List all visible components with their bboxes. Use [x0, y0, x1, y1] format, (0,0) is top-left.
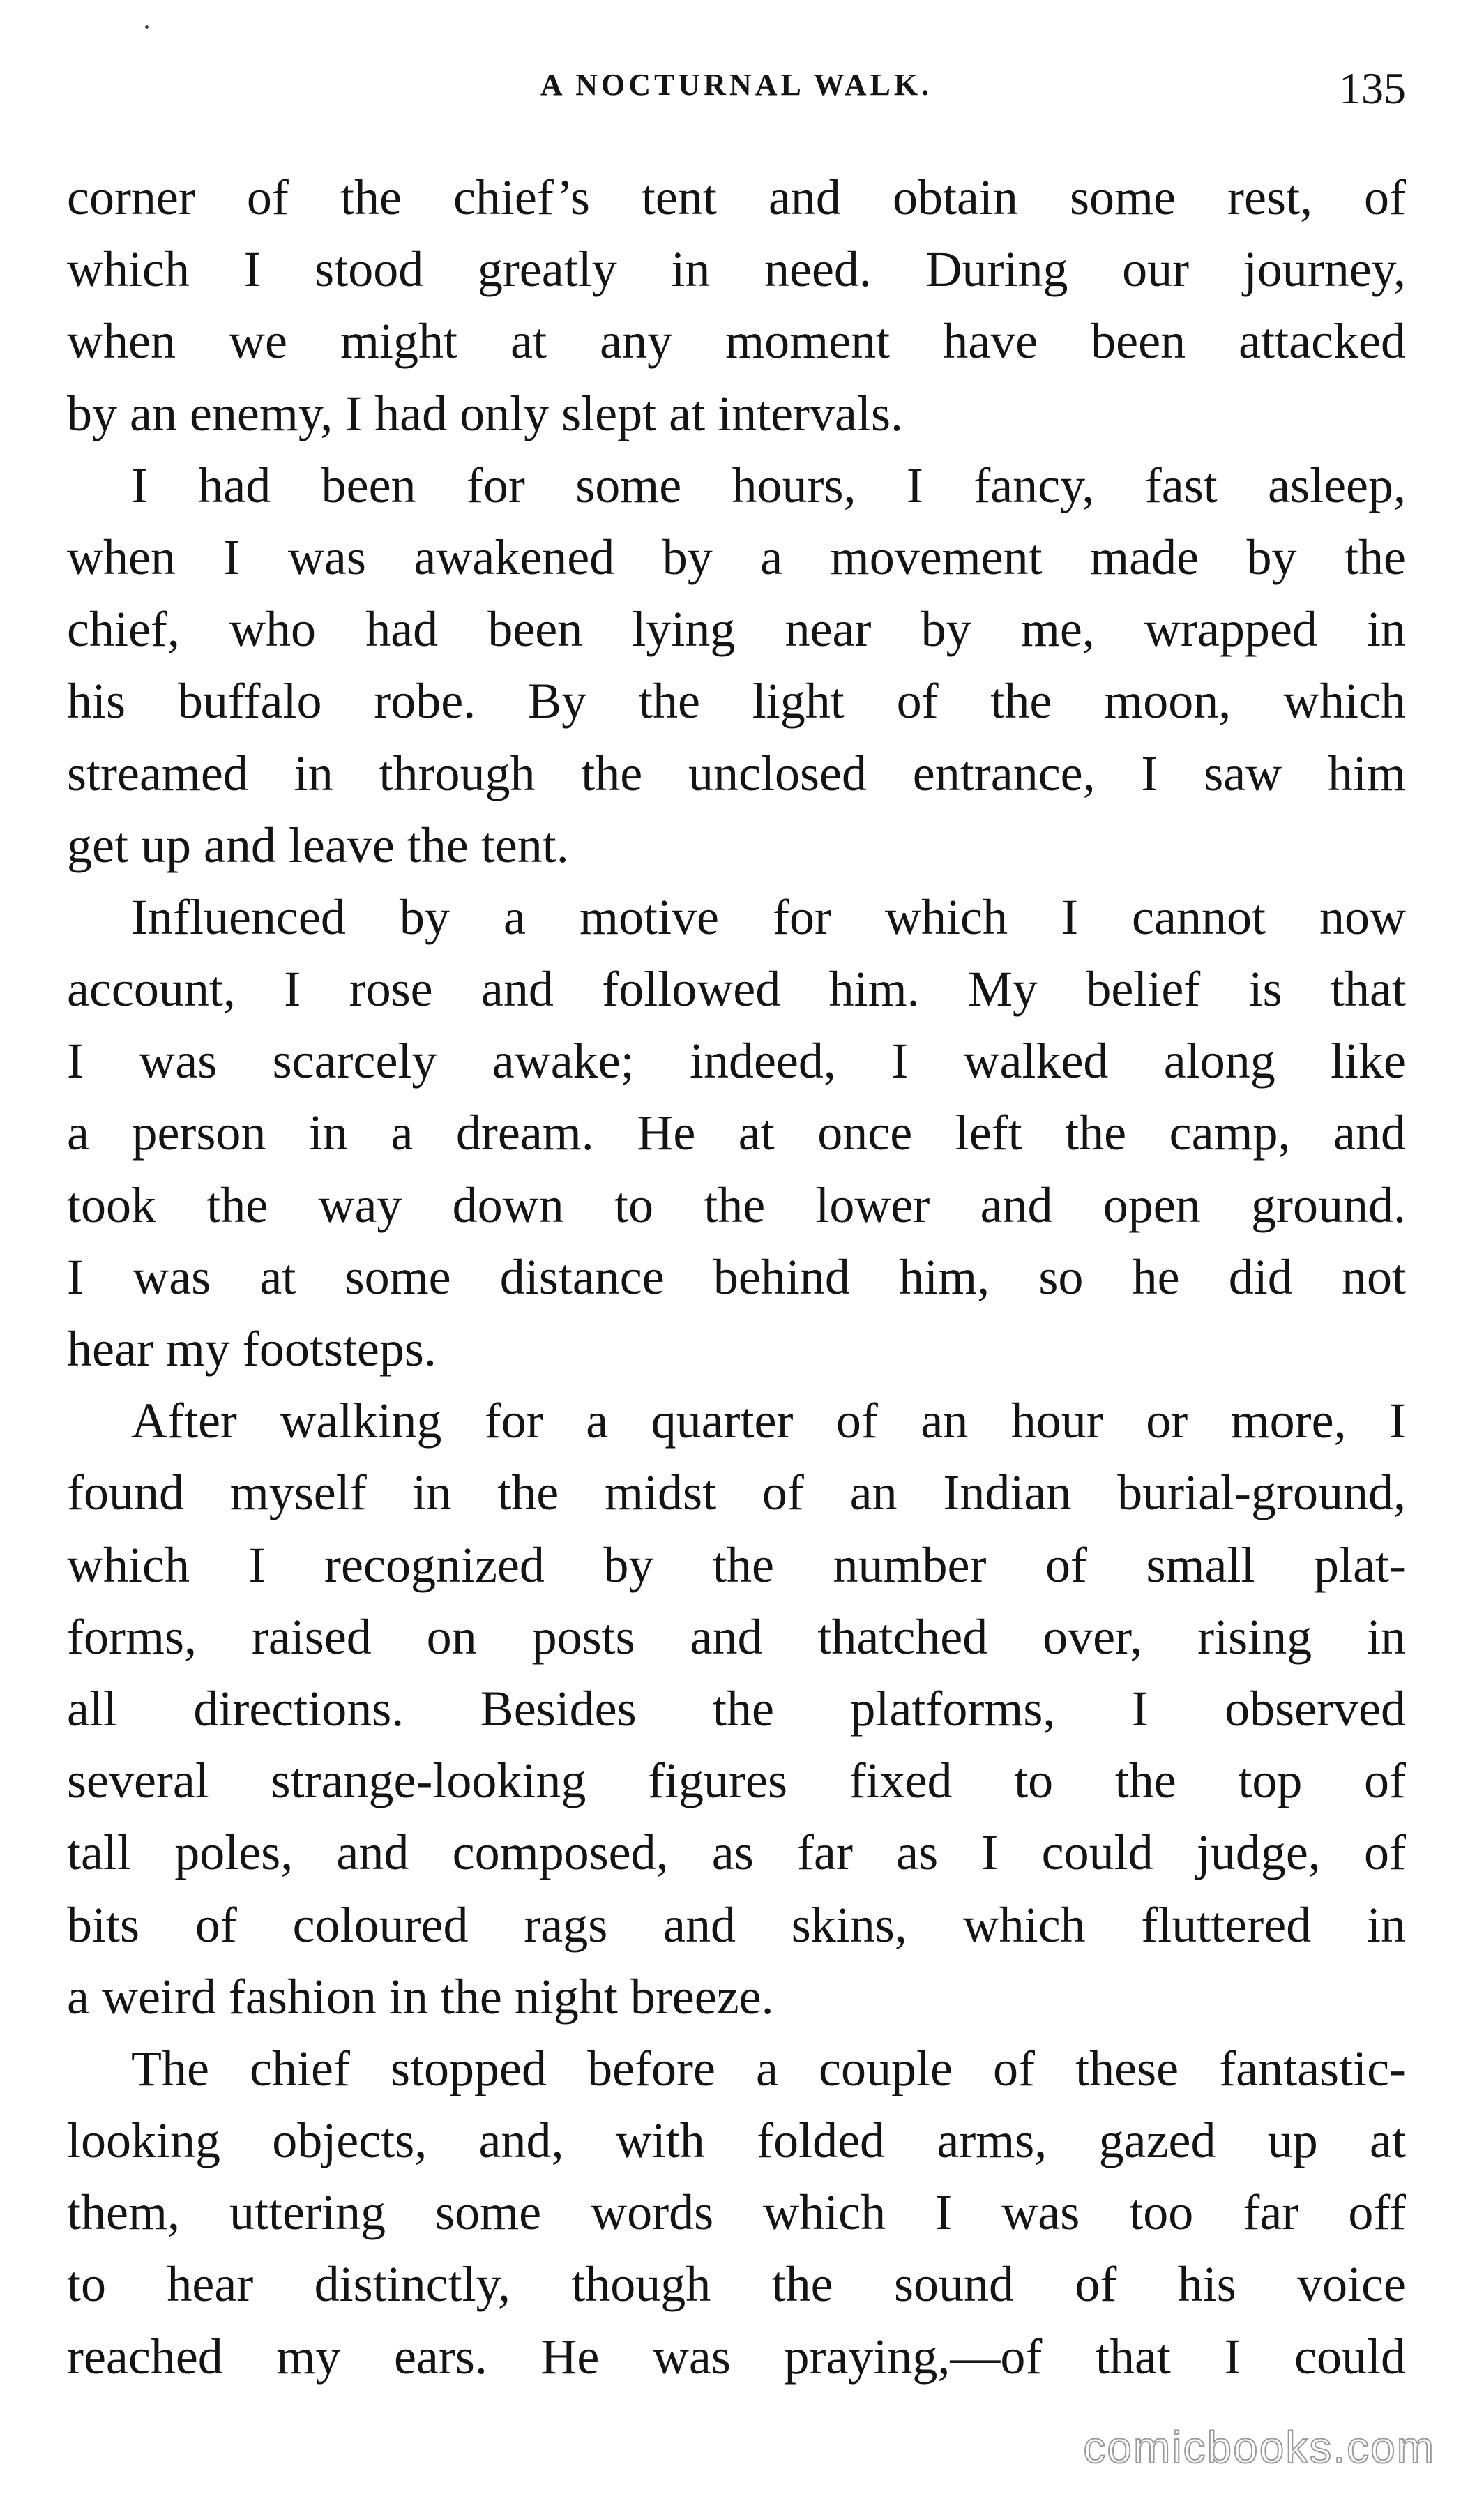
text-line: them, uttering some words which I was too far off [67, 2184, 1406, 2241]
text-line: to hear distinctly, though the sound of his voice [67, 2256, 1406, 2313]
text-line: several strange-looking figures fixed to the top of [67, 1753, 1406, 1809]
text-line: hear my footsteps. [67, 1321, 437, 1377]
print-speck [145, 25, 149, 29]
text-line: which I recognized by the number of small plat- [67, 1536, 1406, 1593]
text-line: a person in a dream. He at once left the camp, and [67, 1105, 1406, 1161]
text-line: a weird fashion in the night breeze. [67, 1968, 774, 2025]
text-line: account, I rose and followed him. My belief is that [67, 961, 1406, 1018]
text-line: I was scarcely awake; indeed, I walked along like [67, 1033, 1406, 1089]
text-line: by an enemy, I had only slept at intervals. [67, 385, 904, 441]
text-line: all directions. Besides the platforms, I observed [67, 1680, 1406, 1737]
text-line: bits of coloured rags and skins, which fluttered in [67, 1896, 1406, 1953]
text-line: reached my ears. He was praying,—of that I could [67, 2328, 1406, 2385]
paragraph [67, 2033, 1406, 2393]
text-line: his buffalo robe. By the light of the moon, which [67, 673, 1406, 730]
paragraph [67, 162, 1406, 450]
text-line: chief, who had been lying near by me, wrapped in [67, 601, 1406, 658]
text-line: streamed in through the unclosed entrance, I saw him [67, 745, 1406, 801]
paragraph [67, 882, 1406, 1385]
text-line: found myself in the midst of an Indian burial-ground, [67, 1465, 1406, 1521]
text-line: when I was awakened by a movement made by the [67, 529, 1406, 585]
body-text [67, 162, 1406, 2393]
paragraph [67, 1385, 1406, 2033]
text-line: get up and leave the tent. [67, 817, 569, 873]
page-number: 135 [1339, 63, 1406, 113]
text-line: After walking for a quarter of an hour or more, I [131, 1393, 1406, 1449]
page-header [67, 63, 1406, 126]
text-line: corner of the chief’s tent and obtain some rest, of [67, 169, 1406, 225]
text-line: forms, raised on posts and thatched over, rising in [67, 1608, 1406, 1665]
watermark: comicbooks.com [1083, 2422, 1435, 2472]
running-head: A NOCTURNAL WALK. [540, 68, 933, 102]
text-line: I had been for some hours, I fancy, fast asleep, [131, 457, 1406, 513]
text-line: took the way down to the lower and open ground. [67, 1177, 1406, 1233]
text-line: which I stood greatly in need. During our journey, [67, 241, 1406, 298]
text-line: The chief stopped before a couple of these fantastic- [131, 2040, 1406, 2096]
text-line: tall poles, and composed, as far as I could judge, of [67, 1824, 1406, 1881]
paragraph [67, 450, 1406, 882]
text-line: I was at some distance behind him, so he did not [67, 1248, 1406, 1305]
text-line: when we might at any moment have been attacked [67, 313, 1406, 370]
text-line: looking objects, and, with folded arms, gazed up at [67, 2113, 1406, 2169]
text-line: Influenced by a motive for which I cannot now [131, 889, 1406, 945]
